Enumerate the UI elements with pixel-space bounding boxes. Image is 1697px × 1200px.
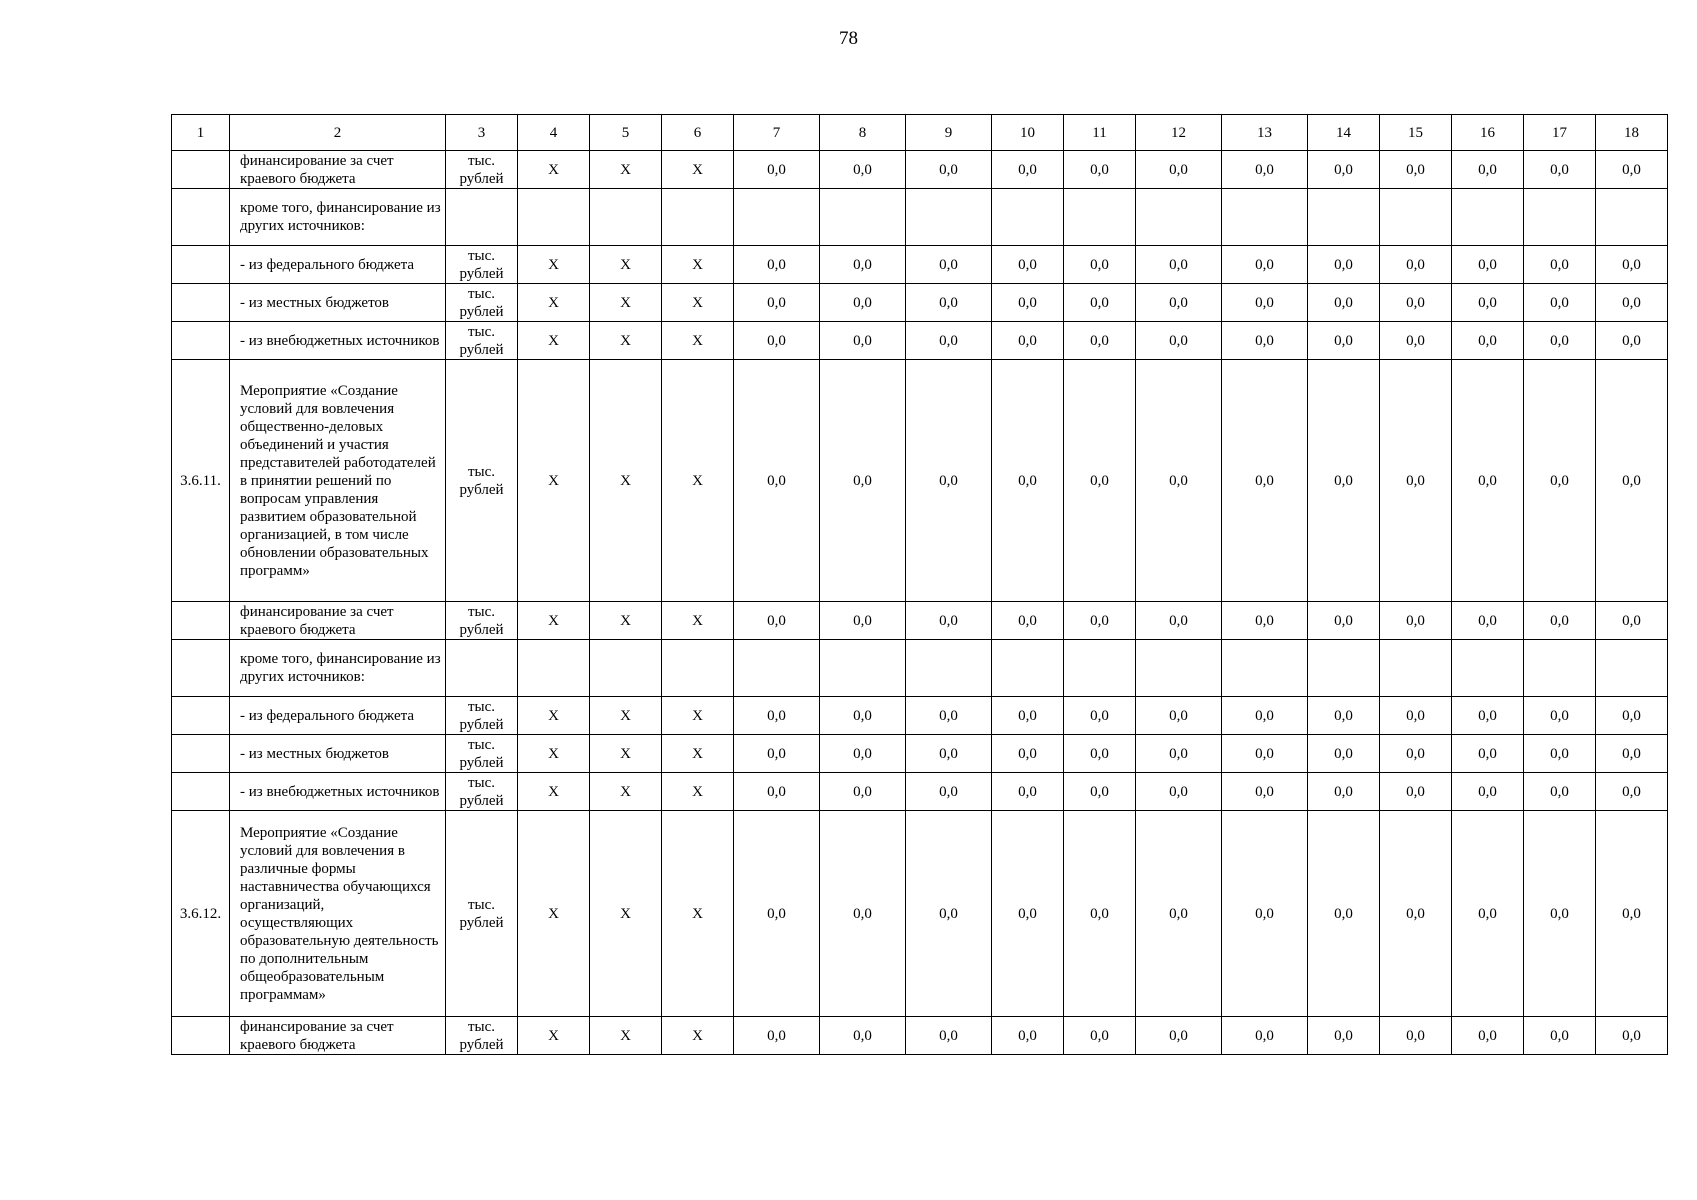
value-cell: 0,0 [1596,735,1668,773]
col4-cell: Х [518,697,590,735]
col5-cell: Х [590,151,662,189]
value-cell: 0,0 [1136,1017,1222,1055]
value-cell [820,640,906,697]
column-number-header: 18 [1596,115,1668,151]
col6-cell: Х [662,284,734,322]
col6-cell: Х [662,246,734,284]
value-cell: 0,0 [1596,1017,1668,1055]
value-cell: 0,0 [1064,773,1136,811]
col4-cell: Х [518,284,590,322]
value-cell: 0,0 [1308,360,1380,602]
column-number-header: 1 [172,115,230,151]
value-cell [1452,189,1524,246]
value-cell: 0,0 [1596,773,1668,811]
col5-cell: Х [590,360,662,602]
column-number-header: 2 [230,115,446,151]
col6-cell: Х [662,151,734,189]
value-cell: 0,0 [1308,735,1380,773]
value-cell: 0,0 [1380,1017,1452,1055]
table-row [172,640,1668,697]
value-cell: 0,0 [1308,811,1380,1017]
value-cell: 0,0 [1524,773,1596,811]
value-cell: 0,0 [1064,602,1136,640]
value-cell: 0,0 [1380,773,1452,811]
value-cell: 0,0 [1452,773,1524,811]
value-cell: 0,0 [1380,284,1452,322]
table-row [172,189,1668,246]
column-number-header: 14 [1308,115,1380,151]
value-cell: 0,0 [1064,360,1136,602]
unit-cell: тыс. рублей [446,1017,518,1055]
unit-cell: тыс. рублей [446,246,518,284]
value-cell: 0,0 [734,697,820,735]
value-cell: 0,0 [734,773,820,811]
value-cell: 0,0 [1136,360,1222,602]
value-cell: 0,0 [906,602,992,640]
value-cell: 0,0 [1136,151,1222,189]
col4-cell: Х [518,811,590,1017]
column-number-header: 8 [820,115,906,151]
col5-cell: Х [590,602,662,640]
unit-cell: тыс. рублей [446,697,518,735]
col6-cell: Х [662,735,734,773]
unit-cell [446,189,518,246]
row-number-cell [172,284,230,322]
value-cell: 0,0 [734,1017,820,1055]
col6-cell: Х [662,811,734,1017]
value-cell: 0,0 [1136,602,1222,640]
value-cell: 0,0 [1222,246,1308,284]
value-cell: 0,0 [1308,773,1380,811]
value-cell: 0,0 [992,773,1064,811]
value-cell: 0,0 [1380,360,1452,602]
value-cell: 0,0 [1596,811,1668,1017]
unit-cell [446,640,518,697]
value-cell: 0,0 [906,284,992,322]
value-cell: 0,0 [820,284,906,322]
value-cell: 0,0 [734,322,820,360]
unit-cell: тыс. рублей [446,360,518,602]
value-cell [906,189,992,246]
value-cell: 0,0 [820,697,906,735]
col5-cell: Х [590,735,662,773]
value-cell: 0,0 [820,360,906,602]
value-cell: 0,0 [1136,322,1222,360]
value-cell: 0,0 [820,811,906,1017]
value-cell: 0,0 [820,151,906,189]
value-cell: 0,0 [1524,246,1596,284]
value-cell: 0,0 [1222,773,1308,811]
value-cell: 0,0 [820,322,906,360]
value-cell [1380,640,1452,697]
table-row [172,360,1668,602]
value-cell: 0,0 [734,284,820,322]
row-number-cell [172,773,230,811]
col6-cell: Х [662,773,734,811]
value-cell: 0,0 [1524,1017,1596,1055]
row-number-cell: 3.6.12. [172,811,230,1017]
value-cell [1064,640,1136,697]
value-cell: 0,0 [1222,322,1308,360]
value-cell: 0,0 [1064,246,1136,284]
col5-cell: Х [590,284,662,322]
value-cell: 0,0 [1524,811,1596,1017]
row-number-cell [172,1017,230,1055]
col5-cell: Х [590,697,662,735]
header-row [172,115,1668,151]
value-cell: 0,0 [1064,735,1136,773]
value-cell: 0,0 [992,1017,1064,1055]
table-row [172,322,1668,360]
description-cell: - из местных бюджетов [230,735,446,773]
value-cell: 0,0 [1452,284,1524,322]
value-cell [1524,189,1596,246]
value-cell: 0,0 [734,151,820,189]
value-cell: 0,0 [992,151,1064,189]
value-cell [734,640,820,697]
unit-cell: тыс. рублей [446,811,518,1017]
column-number-header: 16 [1452,115,1524,151]
value-cell: 0,0 [734,246,820,284]
value-cell: 0,0 [1596,322,1668,360]
row-number-cell [172,640,230,697]
value-cell: 0,0 [1452,735,1524,773]
value-cell: 0,0 [1524,360,1596,602]
value-cell: 0,0 [1596,697,1668,735]
value-cell: 0,0 [1380,811,1452,1017]
col6-cell: Х [662,602,734,640]
value-cell: 0,0 [1222,735,1308,773]
description-cell: - из внебюджетных источников [230,322,446,360]
value-cell: 0,0 [1136,697,1222,735]
value-cell: 0,0 [1136,246,1222,284]
value-cell: 0,0 [1596,246,1668,284]
col4-cell: Х [518,602,590,640]
value-cell: 0,0 [1064,151,1136,189]
value-cell: 0,0 [820,735,906,773]
value-cell: 0,0 [734,811,820,1017]
value-cell: 0,0 [906,773,992,811]
table-row [172,602,1668,640]
value-cell: 0,0 [1524,735,1596,773]
unit-cell: тыс. рублей [446,322,518,360]
row-number-cell [172,189,230,246]
value-cell: 0,0 [906,322,992,360]
value-cell: 0,0 [1308,246,1380,284]
value-cell: 0,0 [906,697,992,735]
value-cell: 0,0 [734,735,820,773]
value-cell: 0,0 [1222,1017,1308,1055]
value-cell: 0,0 [906,360,992,602]
value-cell: 0,0 [906,151,992,189]
value-cell: 0,0 [992,735,1064,773]
value-cell [1596,189,1668,246]
column-number-header: 5 [590,115,662,151]
col4-cell: Х [518,360,590,602]
value-cell: 0,0 [1064,1017,1136,1055]
value-cell: 0,0 [906,1017,992,1055]
value-cell: 0,0 [1452,360,1524,602]
value-cell: 0,0 [1524,697,1596,735]
value-cell: 0,0 [1222,360,1308,602]
col5-cell [590,640,662,697]
value-cell: 0,0 [992,284,1064,322]
col5-cell: Х [590,1017,662,1055]
value-cell: 0,0 [820,246,906,284]
value-cell: 0,0 [1524,322,1596,360]
col4-cell [518,640,590,697]
value-cell: 0,0 [1308,697,1380,735]
value-cell: 0,0 [1308,322,1380,360]
value-cell: 0,0 [1308,602,1380,640]
description-cell: - из федерального бюджета [230,246,446,284]
col5-cell: Х [590,322,662,360]
value-cell: 0,0 [992,697,1064,735]
table-row [172,1017,1668,1055]
value-cell: 0,0 [1380,602,1452,640]
value-cell: 0,0 [1064,811,1136,1017]
row-number-cell [172,602,230,640]
col5-cell: Х [590,811,662,1017]
value-cell: 0,0 [1136,811,1222,1017]
description-cell: кроме того, финансирование из других источников: [230,640,446,697]
value-cell: 0,0 [906,811,992,1017]
value-cell: 0,0 [1222,284,1308,322]
value-cell: 0,0 [1380,322,1452,360]
description-cell: Мероприятие «Создание условий для вовлечения общественно-деловых объединений и участия представителей работодателей в принятии решений по вопросам управления развитием образовательной организацией, в том числе обновлении образовательных программ» [230,360,446,602]
description-cell: - из федерального бюджета [230,697,446,735]
column-number-header: 3 [446,115,518,151]
value-cell: 0,0 [1222,697,1308,735]
col4-cell: Х [518,1017,590,1055]
value-cell: 0,0 [1452,151,1524,189]
value-cell: 0,0 [1222,151,1308,189]
description-cell: - из внебюджетных источников [230,773,446,811]
value-cell: 0,0 [1452,322,1524,360]
col4-cell: Х [518,246,590,284]
description-cell: финансирование за счет краевого бюджета [230,151,446,189]
row-number-cell [172,151,230,189]
value-cell: 0,0 [992,360,1064,602]
value-cell: 0,0 [1524,602,1596,640]
description-cell: Мероприятие «Создание условий для вовлечения в различные формы наставничества обучающихся организаций, осуществляющих образовательную деятельность по дополнительным общеобразовательным программам» [230,811,446,1017]
table-row [172,697,1668,735]
table-row [172,284,1668,322]
col6-cell [662,640,734,697]
column-number-header: 13 [1222,115,1308,151]
value-cell: 0,0 [992,246,1064,284]
column-number-header: 7 [734,115,820,151]
value-cell: 0,0 [1452,1017,1524,1055]
column-number-header: 15 [1380,115,1452,151]
page-number: 78 [839,28,858,49]
col6-cell: Х [662,360,734,602]
unit-cell: тыс. рублей [446,602,518,640]
col6-cell: Х [662,322,734,360]
value-cell: 0,0 [992,602,1064,640]
col6-cell: Х [662,697,734,735]
col4-cell: Х [518,735,590,773]
col6-cell [662,189,734,246]
value-cell: 0,0 [1524,151,1596,189]
value-cell: 0,0 [1222,811,1308,1017]
value-cell: 0,0 [1064,284,1136,322]
value-cell: 0,0 [1380,735,1452,773]
value-cell: 0,0 [906,735,992,773]
value-cell: 0,0 [734,360,820,602]
unit-cell: тыс. рублей [446,151,518,189]
value-cell [820,189,906,246]
value-cell [1136,189,1222,246]
value-cell: 0,0 [1596,360,1668,602]
table-row [172,151,1668,189]
value-cell: 0,0 [1524,284,1596,322]
value-cell [1524,640,1596,697]
table-body [172,115,1668,1055]
col5-cell: Х [590,246,662,284]
value-cell: 0,0 [1452,697,1524,735]
col4-cell: Х [518,322,590,360]
column-number-header: 6 [662,115,734,151]
value-cell [1222,189,1308,246]
table-row [172,811,1668,1017]
value-cell [734,189,820,246]
row-number-cell [172,322,230,360]
value-cell: 0,0 [992,811,1064,1017]
value-cell: 0,0 [906,246,992,284]
value-cell [1308,640,1380,697]
description-cell: кроме того, финансирование из других источников: [230,189,446,246]
value-cell: 0,0 [820,1017,906,1055]
unit-cell: тыс. рублей [446,773,518,811]
col4-cell [518,189,590,246]
value-cell [1222,640,1308,697]
value-cell: 0,0 [1064,697,1136,735]
column-number-header: 11 [1064,115,1136,151]
value-cell: 0,0 [1596,151,1668,189]
row-number-cell [172,735,230,773]
description-cell: - из местных бюджетов [230,284,446,322]
value-cell: 0,0 [734,602,820,640]
table-row [172,773,1668,811]
column-number-header: 4 [518,115,590,151]
row-number-cell [172,246,230,284]
value-cell: 0,0 [1222,602,1308,640]
description-cell: финансирование за счет краевого бюджета [230,602,446,640]
col4-cell: Х [518,151,590,189]
value-cell [992,640,1064,697]
value-cell: 0,0 [1380,151,1452,189]
description-cell: финансирование за счет краевого бюджета [230,1017,446,1055]
col4-cell: Х [518,773,590,811]
value-cell: 0,0 [1308,151,1380,189]
row-number-cell: 3.6.11. [172,360,230,602]
value-cell: 0,0 [1452,602,1524,640]
value-cell: 0,0 [1452,246,1524,284]
unit-cell: тыс. рублей [446,735,518,773]
column-number-header: 17 [1524,115,1596,151]
col5-cell [590,189,662,246]
value-cell [1380,189,1452,246]
value-cell: 0,0 [1136,773,1222,811]
value-cell: 0,0 [1308,284,1380,322]
value-cell [992,189,1064,246]
value-cell: 0,0 [1596,602,1668,640]
value-cell [1064,189,1136,246]
value-cell: 0,0 [820,602,906,640]
value-cell [1596,640,1668,697]
value-cell: 0,0 [820,773,906,811]
value-cell: 0,0 [1136,735,1222,773]
value-cell [906,640,992,697]
value-cell: 0,0 [1064,322,1136,360]
column-number-header: 12 [1136,115,1222,151]
column-number-header: 10 [992,115,1064,151]
col5-cell: Х [590,773,662,811]
value-cell [1308,189,1380,246]
table-row [172,246,1668,284]
unit-cell: тыс. рублей [446,284,518,322]
row-number-cell [172,697,230,735]
col6-cell: Х [662,1017,734,1055]
column-number-header: 9 [906,115,992,151]
budget-table [171,114,1668,1055]
table-row [172,735,1668,773]
value-cell: 0,0 [1136,284,1222,322]
value-cell: 0,0 [1308,1017,1380,1055]
value-cell: 0,0 [1452,811,1524,1017]
value-cell [1136,640,1222,697]
value-cell: 0,0 [1596,284,1668,322]
value-cell [1452,640,1524,697]
value-cell: 0,0 [992,322,1064,360]
value-cell: 0,0 [1380,246,1452,284]
value-cell: 0,0 [1380,697,1452,735]
